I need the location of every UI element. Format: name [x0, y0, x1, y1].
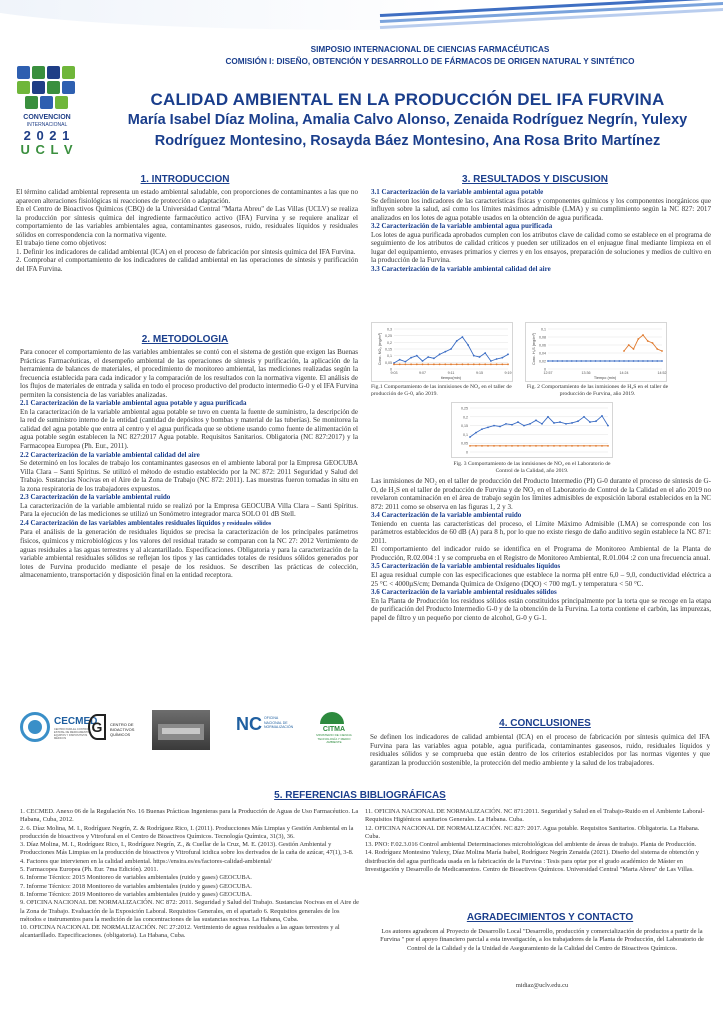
- ref-item: 4. Factores que intervienen en la calidad ambiental. https://ensira.es/es/factores-calidad-ambiental/: [20, 857, 272, 865]
- y-axis-label: Conc. NO₂ (mg/m³): [378, 332, 382, 366]
- data-point: [633, 348, 635, 350]
- data-point: [535, 445, 537, 447]
- data-point: [499, 445, 501, 447]
- chart-2: [525, 322, 667, 382]
- ref-item: 12. OFICINA NACIONAL DE NORMALIZACIÓN. NC 827: 2017. Agua potable. Requisitos Sanitarios. Obligatoria. La Habana. Cuba.: [365, 824, 700, 840]
- cecmed-sub: CENTRO PARA EL CONTROL ESTATAL DE MEDICAMENTOS, EQUIPOS Y DISPOSITIVOS MÉDICOS: [54, 728, 92, 740]
- data-point: [589, 421, 591, 423]
- citma-sub: MINISTERIO DE CIENCIA TECNOLOGÍA Y MEDIO AMBIENTE: [316, 733, 352, 745]
- y-tick-label: 0: [544, 367, 546, 372]
- data-point: [553, 445, 555, 447]
- methods-s4-main: 2.4 Caracterización de las variables ambientales residuales líquidos: [20, 518, 221, 527]
- references-right: [365, 808, 710, 874]
- y-tick-label: 0: [390, 367, 392, 372]
- ref-item: 8. Informe Técnico: 2019 Monitoreo de variables ambientales (ruido y gases) GEOCUBA.: [20, 890, 252, 898]
- data-point: [566, 360, 568, 362]
- data-point: [450, 363, 452, 365]
- data-point: [642, 360, 644, 362]
- acknowledgements-body: Los autores agradecen al Proyecto de Desarrollo Local "Desarrollo, producción y comercialización de productos a partir de la Furvina " por el apoyo financiero parcial a esta investigación, a los trabajadores de la Planta de Producción, del Laboratorio de Control de la Calidad y de la Unidad de Aseguramiento de la Calidad del Centro de Bioactivos Químicos.: [380, 928, 704, 952]
- data-point: [517, 445, 519, 447]
- data-point: [496, 358, 498, 360]
- data-point: [547, 445, 549, 447]
- results-p1: Se definieron los indicadores de las características físicas y componentes químicos y los componentes inorgánicos que influyen sobre la salud, así como los límites máximos admisible (LMA) y su cumplimiento según la NC 827: 2017 analizados en los lotes de agua potable usados en la obtención de agua purificada.: [371, 196, 711, 222]
- data-point: [481, 428, 483, 430]
- data-point: [467, 363, 469, 365]
- methods-p4: La caracterización de la variable ambiental ruido se realizó por la Empresa GEOCUBA Villa Clara – Santi Spíritus. Para la ejecución de las mediciones se utilizó un Sonómetro integrador marca SOLO 01 dB Stell.: [20, 501, 358, 519]
- references-left: [20, 808, 362, 941]
- data-point: [580, 360, 582, 362]
- data-point: [637, 338, 639, 340]
- methods-body: [20, 348, 358, 580]
- logo-line1: CONVENCION: [23, 114, 71, 121]
- data-point: [614, 360, 616, 362]
- data-point: [577, 420, 579, 422]
- data-point: [416, 363, 418, 365]
- poster-title: CALIDAD AMBIENTAL EN LA PRODUCCIÓN DEL IFA FURVINA: [150, 90, 665, 109]
- data-point: [490, 360, 492, 362]
- y-tick-label: 0,02: [539, 359, 546, 364]
- data-point: [507, 353, 509, 355]
- data-point: [517, 421, 519, 423]
- ref-item: 11. OFICINA NACIONAL DE NORMALIZACIÓN. NC 871:2011. Seguridad y Salud en el Trabajo-Ruido en el Ambiente Laboral-Requisitos Higiénicos sanitarios Generales. La Habana. Cuba.: [365, 808, 705, 824]
- data-point: [661, 360, 663, 362]
- x-tick-label: 9:03: [390, 371, 398, 375]
- data-point: [623, 360, 625, 362]
- data-point: [475, 445, 477, 447]
- data-point: [462, 336, 464, 338]
- chart-1: [371, 322, 513, 382]
- intro-p3: El trabajo tiene como objetivos:: [16, 239, 107, 248]
- data-point: [552, 360, 554, 362]
- data-point: [628, 360, 630, 362]
- chart-3: [451, 402, 613, 458]
- ref-item: 1. CECMED. Anexo 06 de la Regulación No. 16 Buenas Prácticas Ingenieras para la Producción de Aguas de Uso Farmacéutico. La Habana, Cuba, 2012.: [20, 808, 359, 824]
- y-tick-label: 0,15: [385, 347, 392, 352]
- y-tick-label: 0,3: [387, 327, 392, 332]
- x-axis-label: tiempo(min): [440, 376, 462, 380]
- methods-heading: 2. METODOLOGIA: [141, 334, 229, 345]
- results-p5: El comportamiento del indicador ruido se identifica en el Programa de Monitoreo Ambiental de la Planta de Producción, R.02.004 :1 y se comprueba en el Registro de Monitoreo Ambiental, R.01.004 :2 con una frecuencia anual.: [371, 545, 711, 562]
- y-tick-label: 0,2: [387, 340, 392, 345]
- data-point: [565, 423, 567, 425]
- data-point: [487, 445, 489, 447]
- data-point: [604, 360, 606, 362]
- cbq-mark-icon: G: [88, 714, 106, 740]
- data-point: [595, 420, 597, 422]
- data-point: [479, 363, 481, 365]
- data-point: [618, 360, 620, 362]
- data-point: [505, 445, 507, 447]
- chart-3-svg: [452, 403, 614, 459]
- y-tick-label: 0,15: [461, 424, 468, 429]
- cbq-logo: [88, 712, 148, 750]
- x-tick-label: 9:19: [504, 371, 512, 375]
- intro-p5: 2. Comprobar el comportamiento de los indicadores de calidad ambiental en las operaciones de síntesis y purificación del IFA Furvina.: [16, 256, 358, 273]
- results-s3: 3.3 Caracterización de la variable ambiental calidad del aire: [371, 264, 551, 273]
- data-point: [444, 351, 446, 353]
- ref-item: 9. OFICINA NACIONAL DE NORMALIZACIÓN. NC 872: 2011. Seguridad y Salud del Trabajo. Sustancias Nocivas en el Aire de la Zona de Trabajo. Evaluación de la Exposición Laboral. Requisitos Generales, en el apartado 6. Requisitos generales de los métodos e instrumentos para la medición de las concentraciones de las sustancias nocivas. La Habana, Cuba.: [20, 899, 359, 923]
- contact-email[interactable]: midiaz@uclv.edu.cu: [515, 982, 569, 989]
- data-point: [511, 424, 513, 426]
- nc-mark: NC: [236, 714, 262, 734]
- data-point: [462, 363, 464, 365]
- data-point: [456, 340, 458, 342]
- data-point: [547, 360, 549, 362]
- data-point: [647, 360, 649, 362]
- data-point: [433, 357, 435, 359]
- y-tick-label: 0,25: [461, 406, 468, 411]
- convention-logo: [17, 64, 75, 114]
- data-point: [490, 363, 492, 365]
- data-point: [507, 363, 509, 365]
- data-point: [609, 360, 611, 362]
- intro-body: [16, 188, 358, 273]
- data-point: [576, 360, 578, 362]
- data-point: [553, 422, 555, 424]
- results-p7: En la Planta de Producción los residuos sólidos están constituidos principalmente por la torta que se recoge en la etapa de purificación del Producto Intermedio G-0 y de la obtención de la Furvina. La torta contiene el carbón, las impurezas, papel de filtro y un pequeño por ciento de alcohol, G-0 y G-1.: [371, 596, 711, 622]
- results-heading: 3. RESULTADOS Y DISCUSION: [462, 174, 608, 185]
- data-point: [656, 348, 658, 350]
- data-point: [595, 445, 597, 447]
- y-tick-label: 0: [466, 450, 468, 455]
- results-p4: Teniendo en cuenta las características del proceso, el Límite Máximo Admisible (LMA) se corresponde con los parámetros establecidos de 60 dB (A) para 8 h, por lo que no existe riesgo de daño auditivo según establece la NC 871: 2011.: [371, 519, 711, 545]
- data-point: [529, 445, 531, 447]
- series-line: [624, 335, 662, 351]
- ref-item: 5. Farmacopea Europea (Ph. Eur. 7ma Edición). 2011.: [20, 866, 159, 874]
- y-tick-label: 0,08: [539, 335, 546, 340]
- logo-year: 2 0 2 1: [23, 128, 71, 143]
- fig3-caption: Fig. 3 Comportamiento de las inmisiones de NO₂ en el Laboratorio de Control de la Calidad, año 2019.: [453, 461, 611, 474]
- fig1-caption: Fig.1 Comportamiento de las inmisiones de NO₂ en el taller de producción de G-0, año 2019.: [371, 384, 512, 397]
- x-tick-label: 13:36: [581, 371, 591, 375]
- data-point: [405, 363, 407, 365]
- data-point: [439, 363, 441, 365]
- y-tick-label: 0,25: [385, 334, 392, 339]
- data-point: [475, 432, 477, 434]
- citma-logo: [310, 712, 358, 752]
- methods-p1: Para conocer el comportamiento de las variables ambientales se contó con el sistema de gestión que exigen las Buenas Prácticas Farmacéuticas, el desempeño ambiental de las operaciones de síntesis y purificación, la aplicación de la herramienta de balances de materiales, el procedimiento de monitoreo ambiental, las mediciones realizadas según la frecuencia establecida para cada indicador y la comparación de los resultados con la normativa vigente. El análisis de los flujos de materiales de entrada y salida en todo el proceso productivo del producto intermedio G-0 y el IFA Furvina permiten la consistencia de las variables analizadas.: [20, 348, 358, 399]
- citma-name: CITMA: [322, 726, 346, 733]
- y-tick-label: 0,05: [461, 441, 468, 446]
- data-point: [559, 445, 561, 447]
- cbq-name: CENTRO DE BIOACTIVOS QUÍMICOS: [110, 722, 135, 737]
- data-point: [473, 355, 475, 357]
- series-line: [394, 337, 508, 363]
- conclusions-body: Se definen los indicadores de calidad ambiental (ICA) en el proceso de fabricación por síntesis química del IFA Furvina para las variables agua potable, agua purificada, contaminantes gaseosos, ruido, residuales líquidos y residuales sólidos y se comprueba que están dentro de los criterios establecidos por las normas vigentes y que garantizan la producción sostenible, la protección del medio ambiente y la salud de los trabajadores.: [370, 733, 710, 767]
- data-point: [511, 445, 513, 447]
- poster-authors: María Isabel Díaz Molina, Amalia Calvo Alonso, Zenaida Rodríguez Negrín, Yulexy Rodríguez Montesino, Rosayda Báez Montesino, Ana Rosa Brito Martínez: [127, 112, 688, 149]
- data-point: [583, 416, 585, 418]
- data-point: [410, 363, 412, 365]
- ref-item: 2. 6. Díaz Molina, M. I., Rodríguez Negrín, Z. & Rodríguez Rico, I. (2011). Producciones Más Limpias y Gestión Ambiental en la producción de bioactivos y Vitrofural en el Centro de Bioactivos Químicos. Tecnología Química, 31(3), 36.: [20, 824, 354, 840]
- methods-s3: 2.3 Caracterización de la variable ambiental ruido: [20, 493, 171, 502]
- top-banner: [0, 0, 723, 44]
- results-s6: 3.6 Caracterización de la variable ambiental residuales sólidos: [371, 588, 557, 597]
- data-point: [541, 423, 543, 425]
- data-point: [469, 436, 471, 438]
- data-point: [422, 360, 424, 362]
- data-point: [595, 360, 597, 362]
- data-point: [493, 445, 495, 447]
- data-point: [473, 363, 475, 365]
- intro-p2: En el Centro de Bioactivos Químicos (CBQ) de la Universidad Central "Marta Abreu" de Las Villas (UCLV) se realiza la producción por síntesis química del ingrediente farmacéutico activo (IFA) Furvina y se requiere analizar el comportamiento de las variables ambientales agua, contaminantes gaseosos, ruido, residuales líquidos y residuales sólidos en correspondencia con la normativa vigente.: [16, 205, 358, 239]
- x-axis-label: Tiempo (min): [593, 376, 617, 380]
- onn-logo: [236, 712, 298, 748]
- data-point: [427, 363, 429, 365]
- ref-item: 7. Informe Técnico: 2018 Monitoreo de variables ambientales (ruido y gases) GEOCUBA.: [20, 882, 252, 890]
- methods-s2: 2.2 Caracterización de la variable ambiental calidad del aire: [20, 450, 200, 459]
- x-tick-label: 9:07: [419, 371, 426, 375]
- onn-name: OFICINA NACIONAL DE NORMALIZACIÓN: [264, 716, 294, 729]
- intro-heading: 1. INTRODUCCION: [140, 174, 230, 185]
- data-point: [561, 360, 563, 362]
- x-tick-label: 14:24: [619, 371, 629, 375]
- data-point: [583, 445, 585, 447]
- data-point: [599, 360, 601, 362]
- data-point: [628, 344, 630, 346]
- references-heading: 5. REFERENCIAS BIBLIOGRÁFICAS: [274, 790, 446, 801]
- x-tick-label: 9:15: [476, 371, 483, 375]
- data-point: [661, 350, 663, 352]
- data-point: [571, 445, 573, 447]
- data-point: [484, 363, 486, 365]
- data-point: [607, 445, 609, 447]
- data-point: [541, 445, 543, 447]
- y-tick-label: 0,1: [541, 327, 546, 332]
- results-p2: Los lotes de agua purificada aprobados cumplen con los atributos clave de calidad como se establece en el programa de seguimiento de los atributos de calidad críticos y pueden ser utilizados en el enjuague final mediante limpieza en el lugar del equipamiento, envases primarios y cierres y en los ensayos, preparación de soluciones y medios de cultivo en la producción de la Furvina.: [371, 230, 711, 265]
- data-point: [633, 360, 635, 362]
- data-point: [439, 353, 441, 355]
- methods-p2: En la caracterización de la variable ambiental agua potable se tuvo en cuenta la fuente de suministro, la descripción de la red de suministro interno de la entidad (cantidad de depósitos y bombas y material de las tuberías). Se monitorea la calidad del agua potable que entra al centro y el agua purificada que se obtiene usando como fuente de alimentación el agua potable según establecen la NC 827:2017 Agua potable. Requisitos Sanitarios. Obligatoria (NC 827:2017) y la Farmacopea Europea (Ph. Eur., 2011).: [20, 407, 358, 451]
- data-point: [547, 416, 549, 418]
- results-s1: 3.1 Caracterización de la variable ambiental agua potable: [371, 188, 544, 196]
- logo-uclv: U C L V: [20, 142, 74, 157]
- data-point: [496, 363, 498, 365]
- data-point: [467, 344, 469, 346]
- intro-p4: 1. Definir los indicadores de calidad ambiental (ICA) en el proceso de fabricación por síntesis química del IFA Furvina.: [16, 247, 356, 256]
- conclusions-heading: 4. CONCLUSIONES: [499, 718, 591, 729]
- data-point: [422, 363, 424, 365]
- data-point: [652, 342, 654, 344]
- data-point: [479, 356, 481, 358]
- cecmed-name: CECMED: [54, 716, 98, 727]
- ref-item: 6. Informe Técnico: 2015 Monitoreo de variables ambientales (ruido y gases) GEOCUBA.: [20, 874, 252, 882]
- methods-p3: Se determinó en los locales de trabajo los contaminantes gaseosos en el ambiente laboral por la Empresa GEOCUBA Villa Clara – Santi Spíritus. Se utilizó el método de estudio establecido por la NC 872: 2011 Seguridad y Salud del Trabajo. Sustancias Nocivas en el Aire de la Zona de Trabajo (NC 872: 2011). Las muestras fueron tomadas in situ en la zona respiratoria de los trabajadores expuestos.: [20, 459, 358, 493]
- data-point: [557, 360, 559, 362]
- methods-s1: 2.1 Caracterización de la variable ambiental agua potable y agua purificada: [20, 399, 247, 408]
- data-point: [601, 415, 603, 417]
- acknowledgements-heading: AGRADECIMIENTOS Y CONTACTO: [466, 912, 634, 923]
- results-s2: 3.2 Caracterización de la variable ambiental agua purificada: [371, 222, 553, 231]
- fig2-caption: Fig. 2 Comportamiento de las inmisiones de H₂S en el taller de producción de Furvina, año 2019.: [526, 384, 669, 397]
- data-point: [565, 445, 567, 447]
- results-top: [371, 188, 711, 273]
- symposium-name: SIMPOSIO INTERNACIONAL DE CIENCIAS FARMACÉUTICAS: [310, 45, 550, 54]
- results-s4: 3.4 Caracterización de la variable ambiental ruido: [371, 511, 522, 520]
- y-axis-label: Conc. H₂S (mg/m³): [532, 332, 536, 366]
- y-tick-label: 0,06: [539, 343, 546, 348]
- data-point: [642, 334, 644, 336]
- y-tick-label: 0,1: [463, 432, 468, 437]
- x-tick-label: 9:11: [447, 371, 455, 375]
- data-point: [652, 360, 654, 362]
- results-p3: Las inmisiones de NO₂ en el taller de producción del Producto Intermedio (PI) G-0 durante el proceso de síntesis de G-O, de H₂S en el taller de producción de Furvina y de NO₂ en el Laboratorio de Control de la Calidad en el año 2019 no revelaron contaminación en el área de trabajo según los límites admisibles de exposición laboral establecidos en la NC 872: 2011 como se observa en las figuras 1, 2 y 3.: [371, 477, 711, 511]
- data-point: [399, 359, 401, 361]
- data-point: [410, 357, 412, 359]
- methods-s4-small: y residuales sólidos: [222, 520, 272, 527]
- methods-s4: [20, 519, 358, 529]
- data-point: [607, 425, 609, 427]
- data-point: [481, 445, 483, 447]
- data-point: [456, 363, 458, 365]
- data-point: [637, 360, 639, 362]
- building-photo: [152, 710, 210, 750]
- data-point: [405, 361, 407, 363]
- data-point: [589, 445, 591, 447]
- ref-item: 3. Díaz Molina, M. I., Rodríguez Rico, I., Rodríguez Negrín, Z., & Cuellar de la Cruz, M. E. (2013). Gestión Ambiental y Producciones Más Limpias en la producción de bioactivos y Vitrofural icidica sobre los derivados de la caña de azúcar, 47(1), 3-8.: [20, 841, 354, 857]
- chart-1-svg: [372, 323, 514, 383]
- x-tick-label: 12:57: [543, 371, 553, 375]
- data-point: [416, 355, 418, 357]
- data-point: [505, 423, 507, 425]
- data-point: [529, 423, 531, 425]
- data-point: [501, 357, 503, 359]
- data-point: [656, 360, 658, 362]
- data-point: [484, 352, 486, 354]
- data-point: [590, 360, 592, 362]
- data-point: [585, 360, 587, 362]
- ref-item: 13. PNO: F.02.3.016 Control ambiental Determinaciones microbiológicas del ambiente de áreas de trabajo. Planta de Producción.: [365, 841, 697, 849]
- data-point: [623, 350, 625, 352]
- data-point: [469, 445, 471, 447]
- chart-2-svg: [526, 323, 668, 383]
- results-p6: El agua residual cumple con las especificaciones que establece la norma pH entre 6,0 – 9,0, conductividad eléctrica a 25 °C < 4000µS/cm; Demanda Química de Oxígeno (DQO) < 700 mg/L y temperatura < 50 °C.: [371, 571, 711, 588]
- y-tick-label: 0,1: [387, 354, 392, 359]
- x-tick-label: 14:52: [657, 371, 667, 375]
- data-point: [444, 363, 446, 365]
- methods-p5: Para el análisis de la generación de residuales líquidos se precisa la caracterización de los principales parámetros físicos, químicos y microbiológicos y los valores del residual tratado se comparan con la NC 27: 2012 Vertimiento de aguas residuales a las aguas terrestres y al alcantarillado. Especificaciones. Obligatoria y para la caracterización de la variable ambiental residuales sólidos se reflejan los tipos y las cantidades totales de residuos sólidos generados por lotes de Furvina producido mediante el pesaje de los residuos. Se describen las prácticas de colección, almacenamiento, transportación y disposición final en la entidad receptora.: [20, 528, 358, 580]
- data-point: [499, 426, 501, 428]
- data-point: [399, 363, 401, 365]
- data-point: [433, 363, 435, 365]
- logo-line2: INTERNACIONAL: [26, 122, 68, 128]
- data-point: [523, 425, 525, 427]
- data-point: [647, 340, 649, 342]
- commission-name: COMISIÓN I: DISEÑO, OBTENCIÓN Y DESARROLLO DE FÁRMACOS DE ORIGEN NATURAL Y SINTÉTICO: [225, 57, 635, 66]
- data-point: [535, 419, 537, 421]
- data-point: [487, 426, 489, 428]
- data-point: [493, 425, 495, 427]
- results-s5: 3.5 Caracterización de la variable ambiental residuales líquidos: [371, 562, 561, 571]
- ref-item: 14. Rodríguez Montesino Yulexy, Díaz Molina María Isabel, Rodríguez Negrín Zenaida (2021). Diseño del sistema de obtención y distribución del agua purificada usada en la fabricación de la Furvina : Tesis para optar por el grado académico de Máster en Investigación y Desarrollo de Medicamentos. Centro de Bioactivos Químicos. Universidad Central "Marta Abreu" de Las Villas.: [365, 849, 699, 874]
- cecmed-logo: [20, 708, 98, 750]
- data-point: [450, 348, 452, 350]
- series-line: [470, 416, 608, 437]
- y-tick-label: 0,2: [463, 415, 468, 420]
- results-bottom: [371, 477, 711, 622]
- y-tick-label: 0,04: [539, 351, 546, 356]
- data-point: [559, 421, 561, 423]
- data-point: [571, 360, 573, 362]
- data-point: [501, 363, 503, 365]
- y-tick-label: 0,05: [385, 360, 392, 365]
- data-point: [427, 356, 429, 358]
- data-point: [571, 422, 573, 424]
- data-point: [393, 363, 395, 365]
- data-point: [601, 445, 603, 447]
- ref-item: 10. OFICINA NACIONAL DE NORMALIZACIÓN. NC 27:2012. Vertimiento de aguas residuales a las aguas terrestres y al alcantarillado. Especificaciones. (obligatoria). La Habana, Cuba.: [20, 924, 340, 940]
- data-point: [577, 445, 579, 447]
- data-point: [523, 445, 525, 447]
- intro-p1: El término calidad ambiental representa un estado ambiental saludable, con proporciones de contaminantes a las que no aparecen alteraciones fisiológicas ni reacciones de protección o adaptación.: [16, 188, 358, 205]
